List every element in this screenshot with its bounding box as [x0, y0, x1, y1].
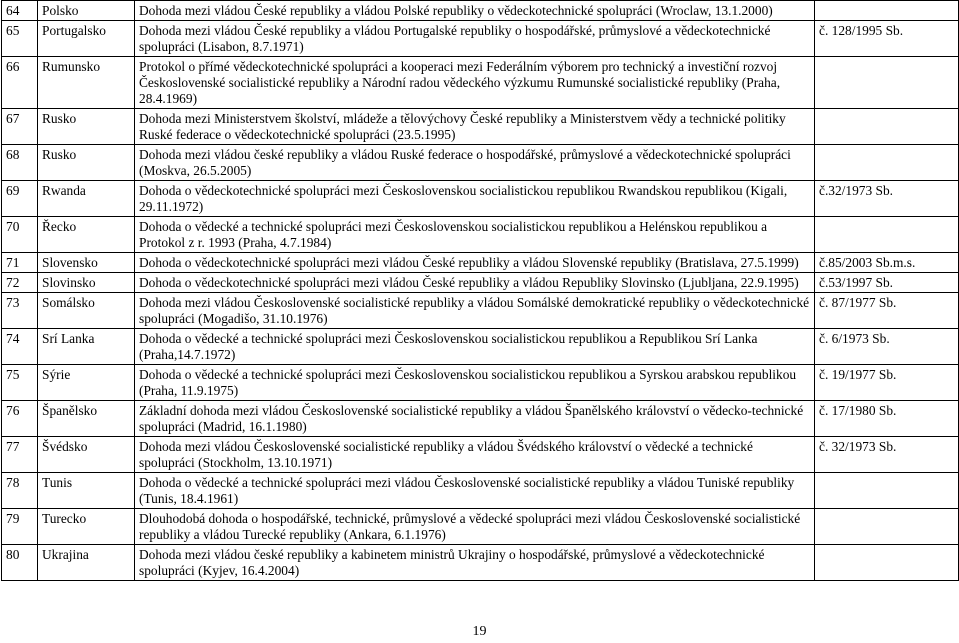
- table-row: [2, 57, 959, 109]
- row-agreement-text: Dohoda o vědeckotechnické spolupráci mezi vládou České republiky a vládou Republiky Slovinsko (Ljubljana, 22.9.1995): [135, 273, 815, 293]
- row-reference: č. 87/1977 Sb.: [815, 293, 959, 329]
- row-reference: č.85/2003 Sb.m.s.: [815, 253, 959, 273]
- row-number: 69: [2, 181, 38, 217]
- row-agreement-text: Dohoda mezi Ministerstvem školství, mládeže a tělovýchovy České republiky a Ministerstvem vědy a technické politiky Ruské federace o vědeckotechnické spolupráci (23.5.1995): [135, 109, 815, 145]
- row-reference: [815, 509, 959, 545]
- page-number: 19: [472, 624, 487, 639]
- row-country: Slovinsko: [38, 273, 135, 293]
- row-country: Rusko: [38, 145, 135, 181]
- row-country: Portugalsko: [38, 21, 135, 57]
- row-number: 76: [2, 401, 38, 437]
- row-country: Rwanda: [38, 181, 135, 217]
- row-reference: [815, 145, 959, 181]
- row-number: 79: [2, 509, 38, 545]
- row-reference: [815, 1, 959, 21]
- row-reference: č. 128/1995 Sb.: [815, 21, 959, 57]
- row-country: Sýrie: [38, 365, 135, 401]
- row-agreement-text: Dohoda o vědeckotechnické spolupráci mezi vládou České republiky a vládou Slovenské republiky (Bratislava, 27.5.1999): [135, 253, 815, 273]
- row-reference: č.53/1997 Sb.: [815, 273, 959, 293]
- row-reference: [815, 473, 959, 509]
- row-number: 80: [2, 545, 38, 581]
- row-number: 68: [2, 145, 38, 181]
- table-row: [2, 1, 959, 21]
- row-reference: [815, 57, 959, 109]
- row-number: 72: [2, 273, 38, 293]
- row-number: 66: [2, 57, 38, 109]
- table-row: [2, 401, 959, 437]
- table-row: [2, 473, 959, 509]
- table-row: [2, 329, 959, 365]
- row-country: Tunis: [38, 473, 135, 509]
- row-reference: č. 32/1973 Sb.: [815, 437, 959, 473]
- table-row: [2, 145, 959, 181]
- table-row: [2, 21, 959, 57]
- table-row: [2, 365, 959, 401]
- table-row: [2, 181, 959, 217]
- table-row: [2, 109, 959, 145]
- row-country: Somálsko: [38, 293, 135, 329]
- row-number: 73: [2, 293, 38, 329]
- row-country: Španělsko: [38, 401, 135, 437]
- row-number: 74: [2, 329, 38, 365]
- row-reference: [815, 217, 959, 253]
- table-row: [2, 253, 959, 273]
- row-reference: č. 19/1977 Sb.: [815, 365, 959, 401]
- row-country: Rusko: [38, 109, 135, 145]
- table-row: [2, 509, 959, 545]
- row-agreement-text: Dohoda mezi vládou české republiky a vládou Ruské federace o hospodářské, průmyslové a vědeckotechnické spolupráci (Moskva, 26.5.2005): [135, 145, 815, 181]
- table-row: [2, 293, 959, 329]
- row-country: Švédsko: [38, 437, 135, 473]
- row-number: 65: [2, 21, 38, 57]
- row-reference: č. 6/1973 Sb.: [815, 329, 959, 365]
- table-row: [2, 217, 959, 253]
- row-agreement-text: Dohoda o vědecké a technické spolupráci mezi vládou Československé socialistické republiky a vládou Tuniské republiky (Tunis, 18.4.1961): [135, 473, 815, 509]
- row-agreement-text: Dohoda o vědecké a technické spolupráci mezi Československou socialistickou republikou a Republikou Srí Lanka (Praha,14.7.1972): [135, 329, 815, 365]
- table-row: [2, 545, 959, 581]
- row-number: 75: [2, 365, 38, 401]
- row-agreement-text: Dohoda o vědeckotechnické spolupráci mezi Československou socialistickou republikou Rwandskou republikou (Kigali, 29.11.1972): [135, 181, 815, 217]
- agreements-table-body: [2, 1, 959, 581]
- row-agreement-text: Základní dohoda mezi vládou Československé socialistické republiky a vládou Španělského království o vědecko-technické spolupráci (Madrid, 16.1.1980): [135, 401, 815, 437]
- table-row: [2, 273, 959, 293]
- row-agreement-text: Dlouhodobá dohoda o hospodářské, technické, průmyslové a vědecké spolupráci mezi vládou Československé socialistické republiky a vládou Turecké republiky (Ankara, 6.1.1976): [135, 509, 815, 545]
- row-country: Slovensko: [38, 253, 135, 273]
- table-row: [2, 437, 959, 473]
- row-country: Turecko: [38, 509, 135, 545]
- row-agreement-text: Dohoda mezi vládou Československé socialistické republiky a vládou Švédského království o vědecké a technické spolupráci (Stockholm, 13.10.1971): [135, 437, 815, 473]
- row-country: Řecko: [38, 217, 135, 253]
- row-country: Ukrajina: [38, 545, 135, 581]
- row-number: 70: [2, 217, 38, 253]
- row-reference: č.32/1973 Sb.: [815, 181, 959, 217]
- row-agreement-text: Dohoda o vědecké a technické spolupráci mezi Československou socialistickou republikou a Helénskou republikou a Protokol z r. 1993 (Praha, 4.7.1984): [135, 217, 815, 253]
- row-reference: [815, 545, 959, 581]
- row-number: 78: [2, 473, 38, 509]
- row-country: Rumunsko: [38, 57, 135, 109]
- row-number: 67: [2, 109, 38, 145]
- row-number: 77: [2, 437, 38, 473]
- row-agreement-text: Dohoda mezi vládou české republiky a kabinetem ministrů Ukrajiny o hospodářské, průmyslové a vědeckotechnické spolupráci (Kyjev, 16.4.2004): [135, 545, 815, 581]
- row-agreement-text: Protokol o přímé vědeckotechnické spolupráci a kooperaci mezi Federálním výborem pro technický a investiční rozvoj Československé socialistické republiky a Národní radou vědeckého výzkumu Rumunské socialistické republiky (Praha, 28.4.1969): [135, 57, 815, 109]
- row-reference: č. 17/1980 Sb.: [815, 401, 959, 437]
- row-agreement-text: Dohoda mezi vládou České republiky a vládou Polské republiky o vědeckotechnické spolupráci (Wroclaw, 13.1.2000): [135, 1, 815, 21]
- row-agreement-text: Dohoda o vědecké a technické spolupráci mezi Československou socialistickou republikou a Syrskou arabskou republikou (Praha, 11.9.1975): [135, 365, 815, 401]
- row-number: 64: [2, 1, 38, 21]
- row-agreement-text: Dohoda mezi vládou České republiky a vládou Portugalské republiky o hospodářské, průmyslové a vědeckotechnické spolupráci (Lisabon, 8.7.1971): [135, 21, 815, 57]
- row-country: Polsko: [38, 1, 135, 21]
- row-agreement-text: Dohoda mezi vládou Československé socialistické republiky a vládou Somálské demokratické republiky o vědeckotechnické spolupráci (Mogadišo, 31.10.1976): [135, 293, 815, 329]
- row-number: 71: [2, 253, 38, 273]
- row-reference: [815, 109, 959, 145]
- row-country: Srí Lanka: [38, 329, 135, 365]
- agreements-table: [1, 0, 959, 581]
